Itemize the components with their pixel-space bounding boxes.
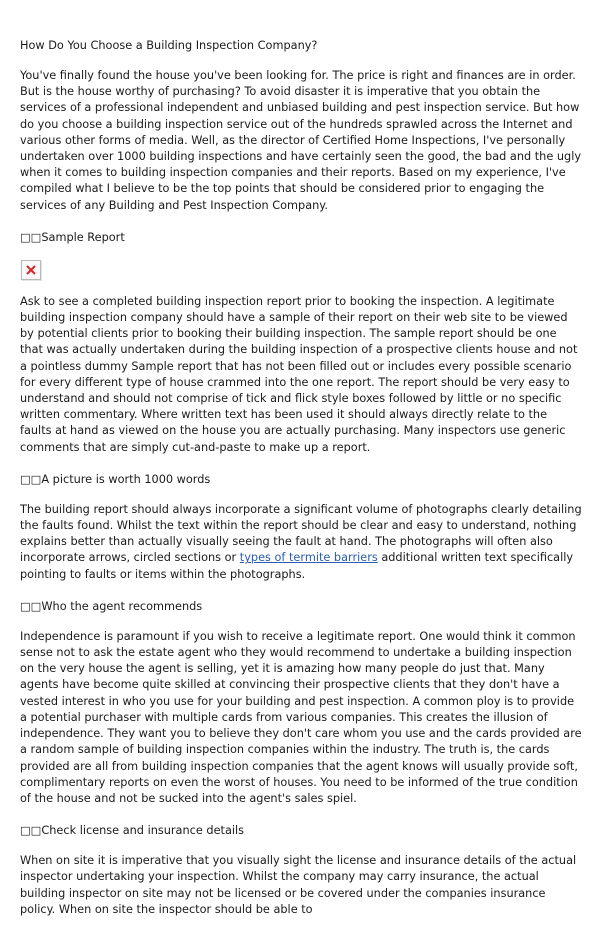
section-body-text: additional written text specifically pointing to faults or items within the photographs. [20,551,574,581]
missing-glyph-icon: □□ [20,230,42,244]
section-body-picture [20,502,582,583]
article [20,38,582,934]
section-heading-text: A picture is worth 1000 words [41,472,211,486]
missing-glyph-icon: □□ [20,824,42,838]
section-body-sample-report: Ask to see a completed building inspection report prior to booking the inspection. A legitimate building inspection company should have a sample of their report on their web site to be viewed by potential clients prior to booking their building inspection. The sample report should be one that was actually undertaken during the building inspection of a prospective clients house and not a pointless dummy Sample report that has not been filled out or includes every possible scenario for every different type of house crammed into the one report. The report should be very easy to understand and should not comprise of tick and flick style boxes followed by little or no specific written commentary. Where written text has been used it should always directly relate to the faults at hand as viewed on the house you are actually purchasing. Many inspectors use generic comments that are simply cut-and-paste to make up a report. [20,294,578,454]
intro-paragraph: You've finally found the house you've been looking for. The price is right and finances are in order. But is the house worthy of purchasing? To avoid disaster it is imperative that you obtain the services of a professional independent and unbiased building and pest inspection service. But how do you choose a building inspection service out of the hundreds sprawled across the Internet and various other forms of media. Well, as the director of Certified Home Inspections, I've personally undertaken over 1000 building inspections and have certainly seen the good, the bad and the ugly when it comes to building inspection companies and their reports. Based on my experience, I've compiled what I believe to be the top points that should be considered prior to engaging the services of any Building and Pest Inspection Company. [20,69,582,212]
section-body-agent: Independence is paramount if you wish to receive a legitimate report. One would think it common sense not to ask the estate agent who they would recommend to undertake a building inspection on the very house the agent is selling, yet it is amazing how many people do just that. Many agents have become quite skilled at convincing their prospective clients that they don't have a vested interest in who you use for your building and pest inspection. A common ploy is to provide a potential purchaser with multiple cards from various companies. This creates the illusion of independence. They want you to believe they don't care whom you use and the cards provided are a random sample of building inspection companies within the industry. The truth is, the cards provided are all from building inspection companies that the agent knows will usually provide soft, complimentary reports on even the worst of houses. You need to be informed of the true condition of the house and not be sucked into the agent's sales spiel. [20,629,582,805]
termite-barriers-link[interactable]: types of termite barriers [239,551,378,565]
broken-image-icon [21,260,41,280]
missing-glyph-icon: □□ [20,472,42,486]
missing-glyph-icon: □□ [20,599,42,613]
section-heading-agent [20,599,582,615]
section-heading-sample-report [20,230,582,246]
section-body-text: The building report should always incorporate a significant volume of photographs clearly detailing the faults found. Whilst the text within the report should be clear and easy to understand, nothing explains better than actually visually seeing the fault at hand. The photographs will often also incorporate arrows, circled sections or [20,502,582,565]
section-heading-text: Who the agent recommends [41,599,203,613]
section-heading-text: Check license and insurance details [41,824,245,838]
red-x-icon [26,265,36,275]
section-body-license: When on site it is imperative that you visually sight the license and insurance details of the actual inspector undertaking your inspection. Whilst the company may carry insurance, the actual building inspector on site may not be licensed or be covered under the companies insurance policy. When on site the inspector should be able to [20,854,577,916]
section-heading-text: Sample Report [41,230,125,244]
section-heading-license [20,823,582,839]
section-heading-picture [20,472,582,488]
article-title: How Do You Choose a Building Inspection Company? [20,39,318,52]
